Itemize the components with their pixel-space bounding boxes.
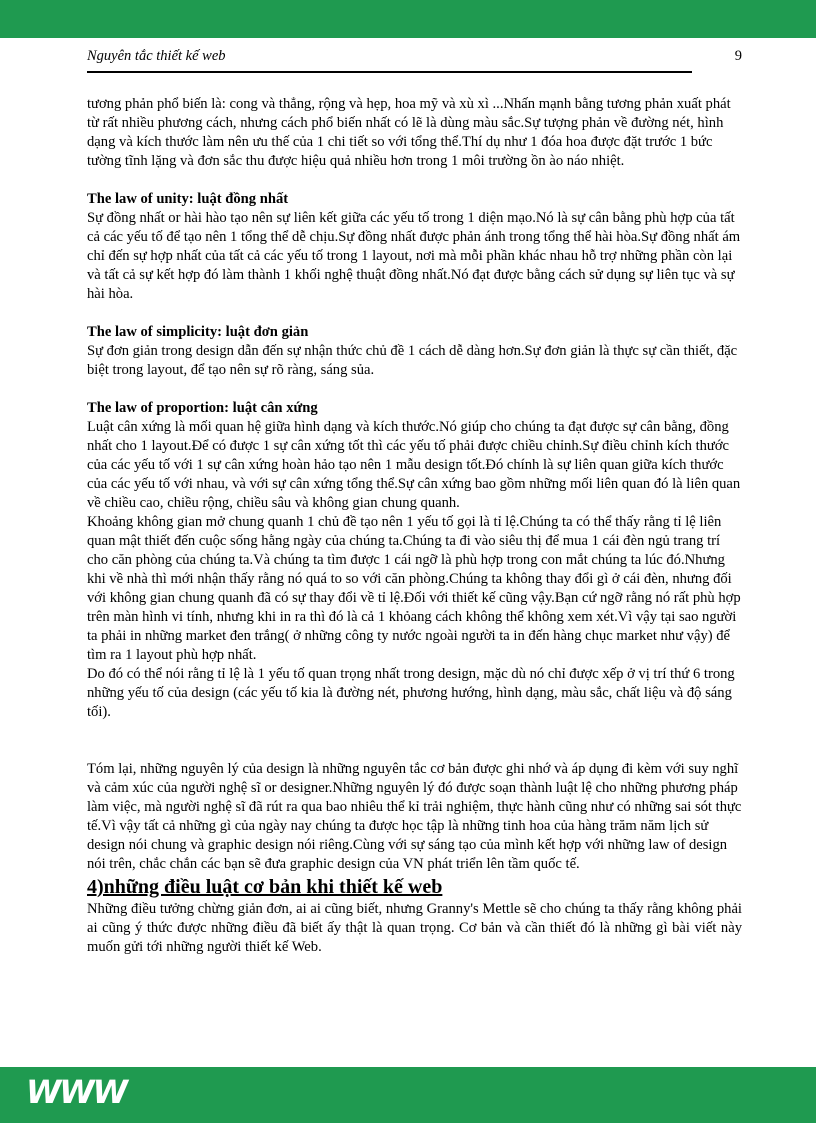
- section-4-heading: 4)những điều luật cơ bản khi thiết kế web: [87, 876, 443, 898]
- page-number: 9: [734, 48, 742, 64]
- spacer: [87, 304, 742, 323]
- page-header: [87, 47, 742, 71]
- proportion-paragraph: Khoảng không gian mở chung quanh 1 chủ đề tạo nên 1 yếu tố gọi là tỉ lệ.Chúng ta có thể thấy rằng tỉ lệ liên quan mật thiết đến cuộc sống hằng ngày của chúng ta.Chúng ta đi vào siêu thị để mua 1 cái đèn ngủ trang trí cho căn phòng của chúng ta.Và chúng ta tìm được 1 cái ngỡ là phù hợp trong con mắt chúng ta lúc đó.Nhưng khi về nhà thì mới nhận thấy rằng nó quá to so với căn phòng.Chúng ta không thay đổi gì ở cái đèn, nhưng đối với không gian chung quanh đã có sự thay đổi về tỉ lệ.Đối với thiết kế cũng vậy.Bạn cứ ngỡ rằng nó rất phù hợp trên màn hình vi tính, nhưng khi in ra thì đó là cả 1 khỏang cách không thể không xem xét.Vì vậy tại sao người ta phải in những market đen trắng( ở những công ty nước ngoài người ta in đến hàng chục market như vậy) để tìm ra 1 layout phù hợp nhất.: [87, 514, 741, 663]
- law-proportion-heading: The law of proportion: luật cân xứng: [87, 400, 318, 416]
- intro-paragraph: tương phản phổ biến là: cong và thẳng, rộng và hẹp, hoa mỹ và xù xì ...Nhấn mạnh bằng tương phản xuất phát từ rất nhiều phương cách, nhưng cách phổ biến nhất có lẽ là dùng màu sắc.Sự tượng phản về đường nét, hình dạng và kích thước làm nên ưu thế của 1 chi tiết so với tổng thể.Thí dụ như 1 đóa hoa được đặt trước 1 bức tường tĩnh lặng và đơn sắc thu được hiệu quả nhiều hơn trong 1 môi trường ồn ào náo nhiệt.: [87, 96, 731, 169]
- proportion-paragraph: Do đó có thể nói rằng tỉ lệ là 1 yếu tố quan trọng nhất trong design, mặc dù nó chỉ được xếp ở vị trí thứ 6 trong những yếu tố của design (các yếu tố kia là đường nét, phương hướng, hình dạng, màu sắc, chất liệu và độ sáng tối).: [87, 666, 735, 720]
- law-unity-body: Sự đồng nhất or hài hào tạo nên sự liên kết giữa các yếu tố trong 1 diện mạo.Nó là sự cân bằng phù hợp của tất cả các yếu tố để tạo nên 1 tổng thể dễ chịu.Sự đồng nhất được phản ánh trong tổng thể hài hòa.Sự đồng nhất ám chỉ đến sự hợp nhất của tất cả các yếu tố trong 1 layout, nơi mà mỗi phần khác nhau hỗ trợ những phần còn lại và tất cả sự kết hợp đó làm thành 1 khối nghệ thuật đồng nhất.Nó đạt được bằng cách sử dụng sự liên tục và sự hài hòa.: [87, 210, 741, 302]
- header-divider: [87, 71, 692, 73]
- law-simplicity-body: Sự đơn giản trong design dẫn đến sự nhận thức chủ đề 1 cách dễ dàng hơn.Sự đơn giản là thực sự cần thiết, đặc biệt trong layout, để tạo nên sự rõ ràng, sáng sủa.: [87, 343, 738, 378]
- spacer: [87, 722, 742, 760]
- law-unity-heading: The law of unity: luật đồng nhất: [87, 191, 289, 207]
- top-color-band: [0, 0, 816, 38]
- spacer: [87, 380, 742, 399]
- header-title: Nguyên tắc thiết kế web: [87, 48, 226, 64]
- footer-color-band: [0, 1067, 816, 1123]
- document-body: [87, 95, 742, 957]
- summary-paragraph: Tóm lại, những nguyên lý của design là những nguyên tắc cơ bản được ghi nhớ và áp dụng đi kèm với suy nghĩ và cảm xúc của người nghệ sĩ or designer.Những nguyên lý đó được soạn thành luật lệ cho những phương pháp làm việc, mà người nghệ sĩ đã rút ra qua bao nhiêu thể kỉ trải nghiệm, thực hành cũng như có những sai sót thực tế.Vì vậy tất cả những gì của ngày nay chúng ta được học tập là những tinh hoa của hàng trăm năm lịch sử design nói chung và graphic design nói riêng.Cùng với sự sáng tạo của mình kết hợp với những law of design nói trên, chắc chắn các bạn sẽ đưa graphic design của VN phát triển lên tầm quốc tế.: [87, 761, 742, 872]
- www-logo: WWW: [26, 1073, 126, 1111]
- section-4-body: Những điều tưởng chừng giản đơn, ai ai cũng biết, nhưng Granny's Mettle sẽ cho chúng ta thấy rằng không phải ai cũng ý thức được những điều đã biết ấy thật là quan trọng. Cơ bản và cần thiết đó là những gì bài viết này muốn gửi tới những người thiết kế Web.: [87, 901, 742, 955]
- law-simplicity-heading: The law of simplicity: luật đơn giản: [87, 324, 309, 340]
- law-proportion-body: Luật cân xứng là mối quan hệ giữa hình dạng và kích thước.Nó giúp cho chúng ta đạt được sự cân bằng, đồng nhất cho 1 layout.Để có được 1 sự cân xứng tốt thì các yếu tố phải được chiều chỉnh.Sự điều chỉnh kích thước của các yếu tố với 1 sự cân xứng hoàn hảo tạo nên 1 mẫu design tốt.Đó chính là sự liên quan giữa kích thước của các yếu tố với nhau, và với sự cân xứng tổng thể.Sự cân xứng bao gồm những mối liên quan đó là liên quan về chiều cao, chiều rộng, chiều sâu và không gian chung quanh.: [87, 419, 741, 511]
- spacer: [87, 171, 742, 190]
